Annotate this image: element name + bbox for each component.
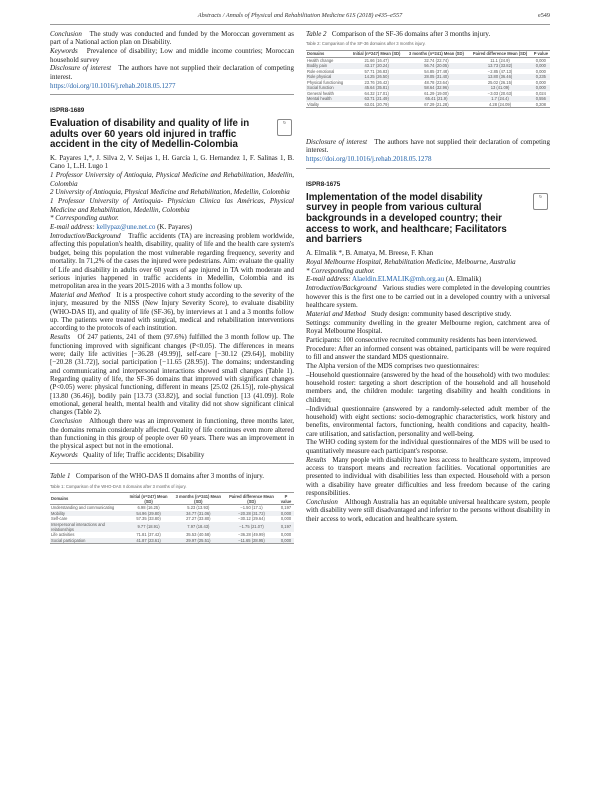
results-paragraph: Results Many people with disability have less access to healthcare system, improved access to transport means and recreation facilities. Vocational opportunities are presented to individual with disabilities less than expected. Household with a person with a disability have greater difficulties and less freedom because of the caring responsibilities.: [306, 455, 550, 497]
affiliation-1: Royal Melbourne Hospital, Rehabilitation Medicine, Melbourne, Australia: [306, 257, 516, 266]
table2-header: Domains: [306, 50, 349, 57]
table2-cell: −3.03 (20.63): [487, 90, 513, 96]
table2-cell: 0,000: [535, 57, 546, 63]
prev-keywords: Keywords Prevalence of disability; Low and middle income countries; Moroccan household survey: [50, 47, 295, 64]
table2-cell: 58.64 (32.96): [404, 85, 468, 90]
table2-cell: 23.76 (26.42): [364, 79, 389, 85]
header-rule: [50, 24, 550, 25]
participants-paragraph: Participants: 100 consecutive recruited community residents has been interviewed.: [306, 335, 538, 344]
table1-cell: 0,000: [280, 532, 292, 538]
table2-cell: Health change: [307, 57, 334, 63]
table1-caption: Table 1 Comparison of the WHO-DAS II domains after 3 months of injury.: [50, 472, 265, 481]
results-paragraph: Results Of 247 patients, 241 of them (97.6%) fulfilled the 3 month follow up. The functioning improved with significant changes (P<0.05). The differences in means were; daily life activities [−36.28 (49.99)], self-care [−30.12 (29.64)], mobility [−20.28 (31.72)], social participation [−11.65 (28.95)]. The domains; understanding and communicating and interpersonal interactions showed small changes (Table 1). Regarding quality of life, the SF-36 domains that improved with significant changes (P<0.05) were: physical functioning, different in means [25.02 (26.15)], role-physical [13.80 (36.46)], bodily pain [13.73 (33.82)], and social function [13 (41.09)]. Role emotional, general health, mental health and vitality did not show significant clinical changes (Table 2).: [50, 333, 294, 417]
table2-cell: 0,000: [535, 68, 546, 74]
email-line: E-mail address: kellypaz@une.net.co (K. Payares): [50, 223, 193, 232]
divider: [306, 168, 550, 169]
table2-cell: 0,000: [532, 63, 550, 68]
intro-paragraph: Introduction/Background Traffic accidents (TA) are increasing problem worldwide, affecting this population's health, disability, quality of life and the health care system's budget, being this population the most vulnerable regarding frequency, severity and mortality. In 71,2% of the cases the injured were pedestrians. Aim: evaluate the quality of Life and disability in adults over 60 years of age injured in TA with moderate and serious injuries happened in traffic accidents in Medellin, Colombia and its metropolitan area in the years 2015-2016 with a 3 months follow up.: [50, 232, 294, 291]
table1-cell: 0,000: [278, 511, 294, 516]
right-column: [306, 30, 550, 523]
email-line: E-mail address: Alaeldin.ELMALIK@mh.org.au (A. Elmalik): [306, 275, 482, 284]
table2-cell: 4.28 (24.09): [468, 102, 531, 108]
conclusion-paragraph: Conclusion Although there was an improvement in functioning, three months later, the domains remain considerably affected. Quality of life continues even more altered than functioning in this group of people over 60 years. There was an improvement in the physical aspect but not in the emotional.: [50, 417, 294, 451]
table1-cell: Social participation: [50, 538, 125, 544]
table2-cell: 0,556: [532, 96, 550, 101]
title-block: [306, 193, 550, 246]
table1-cell: 41.87 (23.61): [125, 538, 171, 544]
table1-cell: 6.98 (16.25): [137, 505, 160, 511]
table2-cell: 25.02 (26.15): [487, 79, 513, 85]
table2: [306, 50, 550, 108]
divider: [50, 94, 294, 95]
table2-cell: 64.32 (17.01): [364, 90, 389, 96]
abstract-id: ISPR8-1689: [50, 106, 85, 114]
table1-row: [50, 538, 294, 544]
table2-cell: 13.80 (36.46): [468, 74, 531, 79]
table2-cell: 11.1 (24.9): [490, 57, 510, 63]
table2-cell: 63.01 (20.79): [349, 102, 405, 108]
email-link[interactable]: Alaeldin.ELMALIK@mh.org.au: [352, 275, 445, 284]
table1-image-caption: Table 1: Comparison of the WHO-DAS II domains after 3 months of injury.: [50, 483, 187, 489]
abstract-title: Implementation of the model disability survey in people from various cultural backgrounds in a developed country; their access to work, and healthcare; Facilitators and barriers: [306, 191, 507, 246]
table2-header: P value: [532, 50, 550, 57]
author-list: K. Payares 1,*, J. Silva 2, V. Seijas 1, H. García 1, G. Hernandez 1, F. Salinas 1, B. Cano 1, L.H. Lugo 1: [50, 154, 294, 171]
prev-disclosure: Disclosure of interest The authors have not supplied their declaration of competing interest.: [50, 64, 295, 81]
corresponding-note: * Corresponding author.: [50, 214, 119, 223]
table2-cell: −2.85 (47.13): [487, 68, 513, 74]
table1-cell: Understanding and communicating: [51, 505, 115, 511]
table1-cell: 9.77 (18.91): [125, 522, 171, 533]
table1-header: 3 months (n=241) Mean (SD): [172, 493, 225, 505]
check-for-updates-icon[interactable]: ↻: [277, 119, 292, 136]
table1-cell: 0,000: [280, 516, 292, 522]
table2-cell: Role physical: [306, 74, 349, 79]
table1-cell: −30.12 (29.64): [238, 516, 265, 522]
table2-cell: 45.64 (35.81): [349, 85, 405, 90]
page-number: e549: [537, 12, 550, 19]
table2-cell: 67.29 (21.28): [404, 102, 468, 108]
affiliation-3: 1 Professor University of Antioquia- Physician Clinica las Américas, Physical Medicine and Rehabilitation, Medellin, Colombia: [50, 197, 294, 214]
individual-paragraph: –Individual questionnaire (answered by a randomly-selected adult member of the household) with eight sections: socio-demographic characteristics, work history and benefits, environmental factors, functioning, health conditions and capacity, health-care utilisation, and satisfaction, personality and well-being.: [306, 404, 550, 438]
table2-cell: 63.71 (21.49): [349, 96, 405, 101]
table2-caption: Table 2 Comparison of the SF-36 domains after 3 months injury.: [306, 30, 491, 38]
email-link[interactable]: kellypaz@une.net.co: [96, 223, 156, 232]
keywords-paragraph: Keywords Quality of life; Traffic accidents; Disability: [50, 451, 205, 460]
divider: [50, 463, 294, 464]
table1-header: Initial (n=247) Mean (SD): [125, 493, 171, 505]
table2-cell: 57.71 (36.83): [364, 68, 389, 74]
table1-cell: 54.96 (29.80): [125, 511, 171, 516]
prev-doi-link[interactable]: https://doi.org/10.1016/j.rehab.2018.05.1277: [50, 81, 176, 90]
settings-paragraph: Settings: community dwelling in the greater Melbourne region, catchment area of Royal Melbourne Hospital.: [306, 318, 550, 335]
table1-header: Domains: [50, 493, 125, 505]
abstract-id: ISPR8-1675: [306, 180, 341, 188]
table1-cell: −20.28 (31.72): [225, 511, 278, 516]
table1: [50, 492, 294, 544]
procedure-paragraph: Procedure: After an informed consent was obtained, participants will be were required to fill and answer the standard MDS questionnaire.: [306, 344, 550, 361]
table2-cell: 14.25 (26.50): [349, 74, 405, 79]
table1-cell: 5.23 (13.93): [187, 505, 210, 511]
table2-cell: 65.41 (21.9): [404, 96, 468, 101]
affiliation-2: 2 University of Antioquia, Physical Medicine and Rehabilitation, Medellin, Colombia: [50, 188, 290, 197]
table2-cell: 61.29 (19.00): [424, 90, 449, 96]
table1-cell: 7.97 (18.43): [172, 522, 225, 533]
conclusion-paragraph: Conclusion Although Australia has an equitable universal healthcare system, people with disability were still disadvantaged and inferior to the persons without disability in their access to work, education and healthcare system.: [306, 497, 551, 523]
table2-cell: 56.74 (20.05): [404, 63, 468, 68]
table1-cell: 0,000: [278, 538, 294, 544]
prev-conclusion: Conclusion The study was conducted and funded by the Moroccan government as part of a National action plan on Disability.: [50, 30, 295, 47]
table2-row: [306, 102, 550, 108]
table2-cell: 28.05 (31.40): [404, 74, 468, 79]
author-list: A. Elmalik *, B. Amatya, M. Breese, F. Khan: [306, 248, 434, 257]
table1-cell: −1.75 (21.07): [225, 522, 278, 533]
table1-cell: Life activities: [51, 532, 75, 538]
table1-cell: −36.28 (49.99): [238, 532, 265, 538]
table2-cell: 13.73 (33.82): [468, 63, 531, 68]
intro-paragraph: Introduction/Background Various studies were completed in the developing countries however this is the first one to be carried out in a developed country with a universal healthcare system.: [306, 284, 550, 309]
table1-cell: 57.35 (33.80): [136, 516, 161, 522]
household-paragraph: –Household questionnaire (answered by the head of the household) with two modules: household roster: targeting a short description of the household and all household members and, the children module: targeting disability and health conditions in children;: [306, 370, 550, 404]
table2-header: Initial (n=247) Mean (SD): [349, 50, 405, 57]
table1-header: P value: [278, 493, 294, 505]
abstract-title: Evaluation of disability and quality of life in adults over 60 years old injured in traffic accident in the city of Medellin-Colombia: [50, 118, 250, 151]
table2-cell: 0,000: [535, 79, 546, 85]
table2-cell: 48.78 (23.64): [424, 79, 449, 85]
table2-cell: Social function: [306, 85, 349, 90]
coding-paragraph: The WHO coding system for the individual questionnaires of the MDS will be used to quantitatively measure each participant's response.: [306, 438, 550, 455]
table1-cell: 71.81 (37.42): [136, 532, 161, 538]
table2-header: 3 months (n=241) Mean (SD): [404, 50, 468, 57]
table1-cell: 0,197: [278, 522, 294, 533]
table2-header: Paired difference Mean (SD): [468, 50, 531, 57]
table1-cell: 0,197: [280, 505, 292, 511]
table2-cell: 1.7 (24.4): [468, 96, 531, 101]
table2-cell: 0,000: [532, 85, 550, 90]
prev-doi-link[interactable]: https://doi.org/10.1016/j.rehab.2018.05.1278: [306, 155, 432, 164]
table1-header: Paired difference Mean (SD): [225, 493, 278, 505]
table2-cell: 21.66 (16.47): [364, 57, 389, 63]
table2-cell: 54.85 (37.48): [424, 68, 449, 74]
affiliation-1: 1 Professor University of Antioquia, Physical Medicine and Rehabilitation, Medellin, Colombia: [50, 171, 294, 188]
table2-cell: 0,024: [535, 90, 546, 96]
prev-disclosure: Disclosure of interest The authors have not supplied their declaration of competing interest.: [306, 138, 551, 155]
table1-cell: −11.65 (28.95): [225, 538, 278, 544]
check-for-updates-icon[interactable]: ↻: [533, 193, 548, 210]
table2-cell: Vitality: [306, 102, 349, 108]
table2-cell: 43.17 (20.24): [349, 63, 405, 68]
corresponding-note: * Corresponding author.: [306, 266, 375, 275]
table1-cell: Mobility: [50, 511, 125, 516]
table1-cell: 34.77 (31.06): [172, 511, 225, 516]
table2-cell: 0,208: [532, 102, 550, 108]
running-header: [0, 12, 600, 24]
table2-image-caption: Table 2: Comparison of the SF-36 domains after 3 months injury.: [306, 41, 426, 47]
title-block: [50, 119, 294, 151]
table2-cell: Physical functioning: [307, 79, 344, 85]
table1-cell: Interpersonal interactions and relationships: [50, 522, 125, 533]
alpha-paragraph: The Alpha version of the MDS comprises two questionnaires:: [306, 361, 480, 370]
table2-cell: Bodily pain: [306, 63, 349, 68]
left-column: [50, 30, 294, 544]
table1-cell: 29.97 (25.51): [172, 538, 225, 544]
table2-cell: 13 (41.09): [468, 85, 531, 90]
journal-citation: Abstracts / Annals of Physical and Rehabilitation Medicine 61S (2018) e435–e557: [197, 12, 403, 19]
method-paragraph: Material and Method Study design: community based descriptive study.: [306, 309, 512, 318]
table2-cell: 0,235: [532, 74, 550, 79]
table1-cell: 27.27 (33.80): [186, 516, 211, 522]
table1-cell: Self-care: [51, 516, 68, 522]
table2-cell: Role emotional: [307, 68, 335, 74]
method-paragraph: Material and Method It is a prospective cohort study according to the severity of the injury, measured by the NISS (New Injury Severity Score), to evaluate disability (WHO-DAS II), and quality of life (SF-36), by interviews at 1 and a 3 months follow up. The patients were treated with surgical, medical and rehabilitation interventions according to the protocols of each institution.: [50, 291, 295, 333]
table1-cell: 35.53 (40.58): [186, 532, 211, 538]
table2-cell: Mental health: [306, 96, 349, 101]
table2-cell: 32.74 (22.74): [424, 57, 449, 63]
table2-cell: General health: [307, 90, 334, 96]
table1-cell: −1.50 (17.1): [240, 505, 263, 511]
table1-row: [50, 522, 294, 533]
